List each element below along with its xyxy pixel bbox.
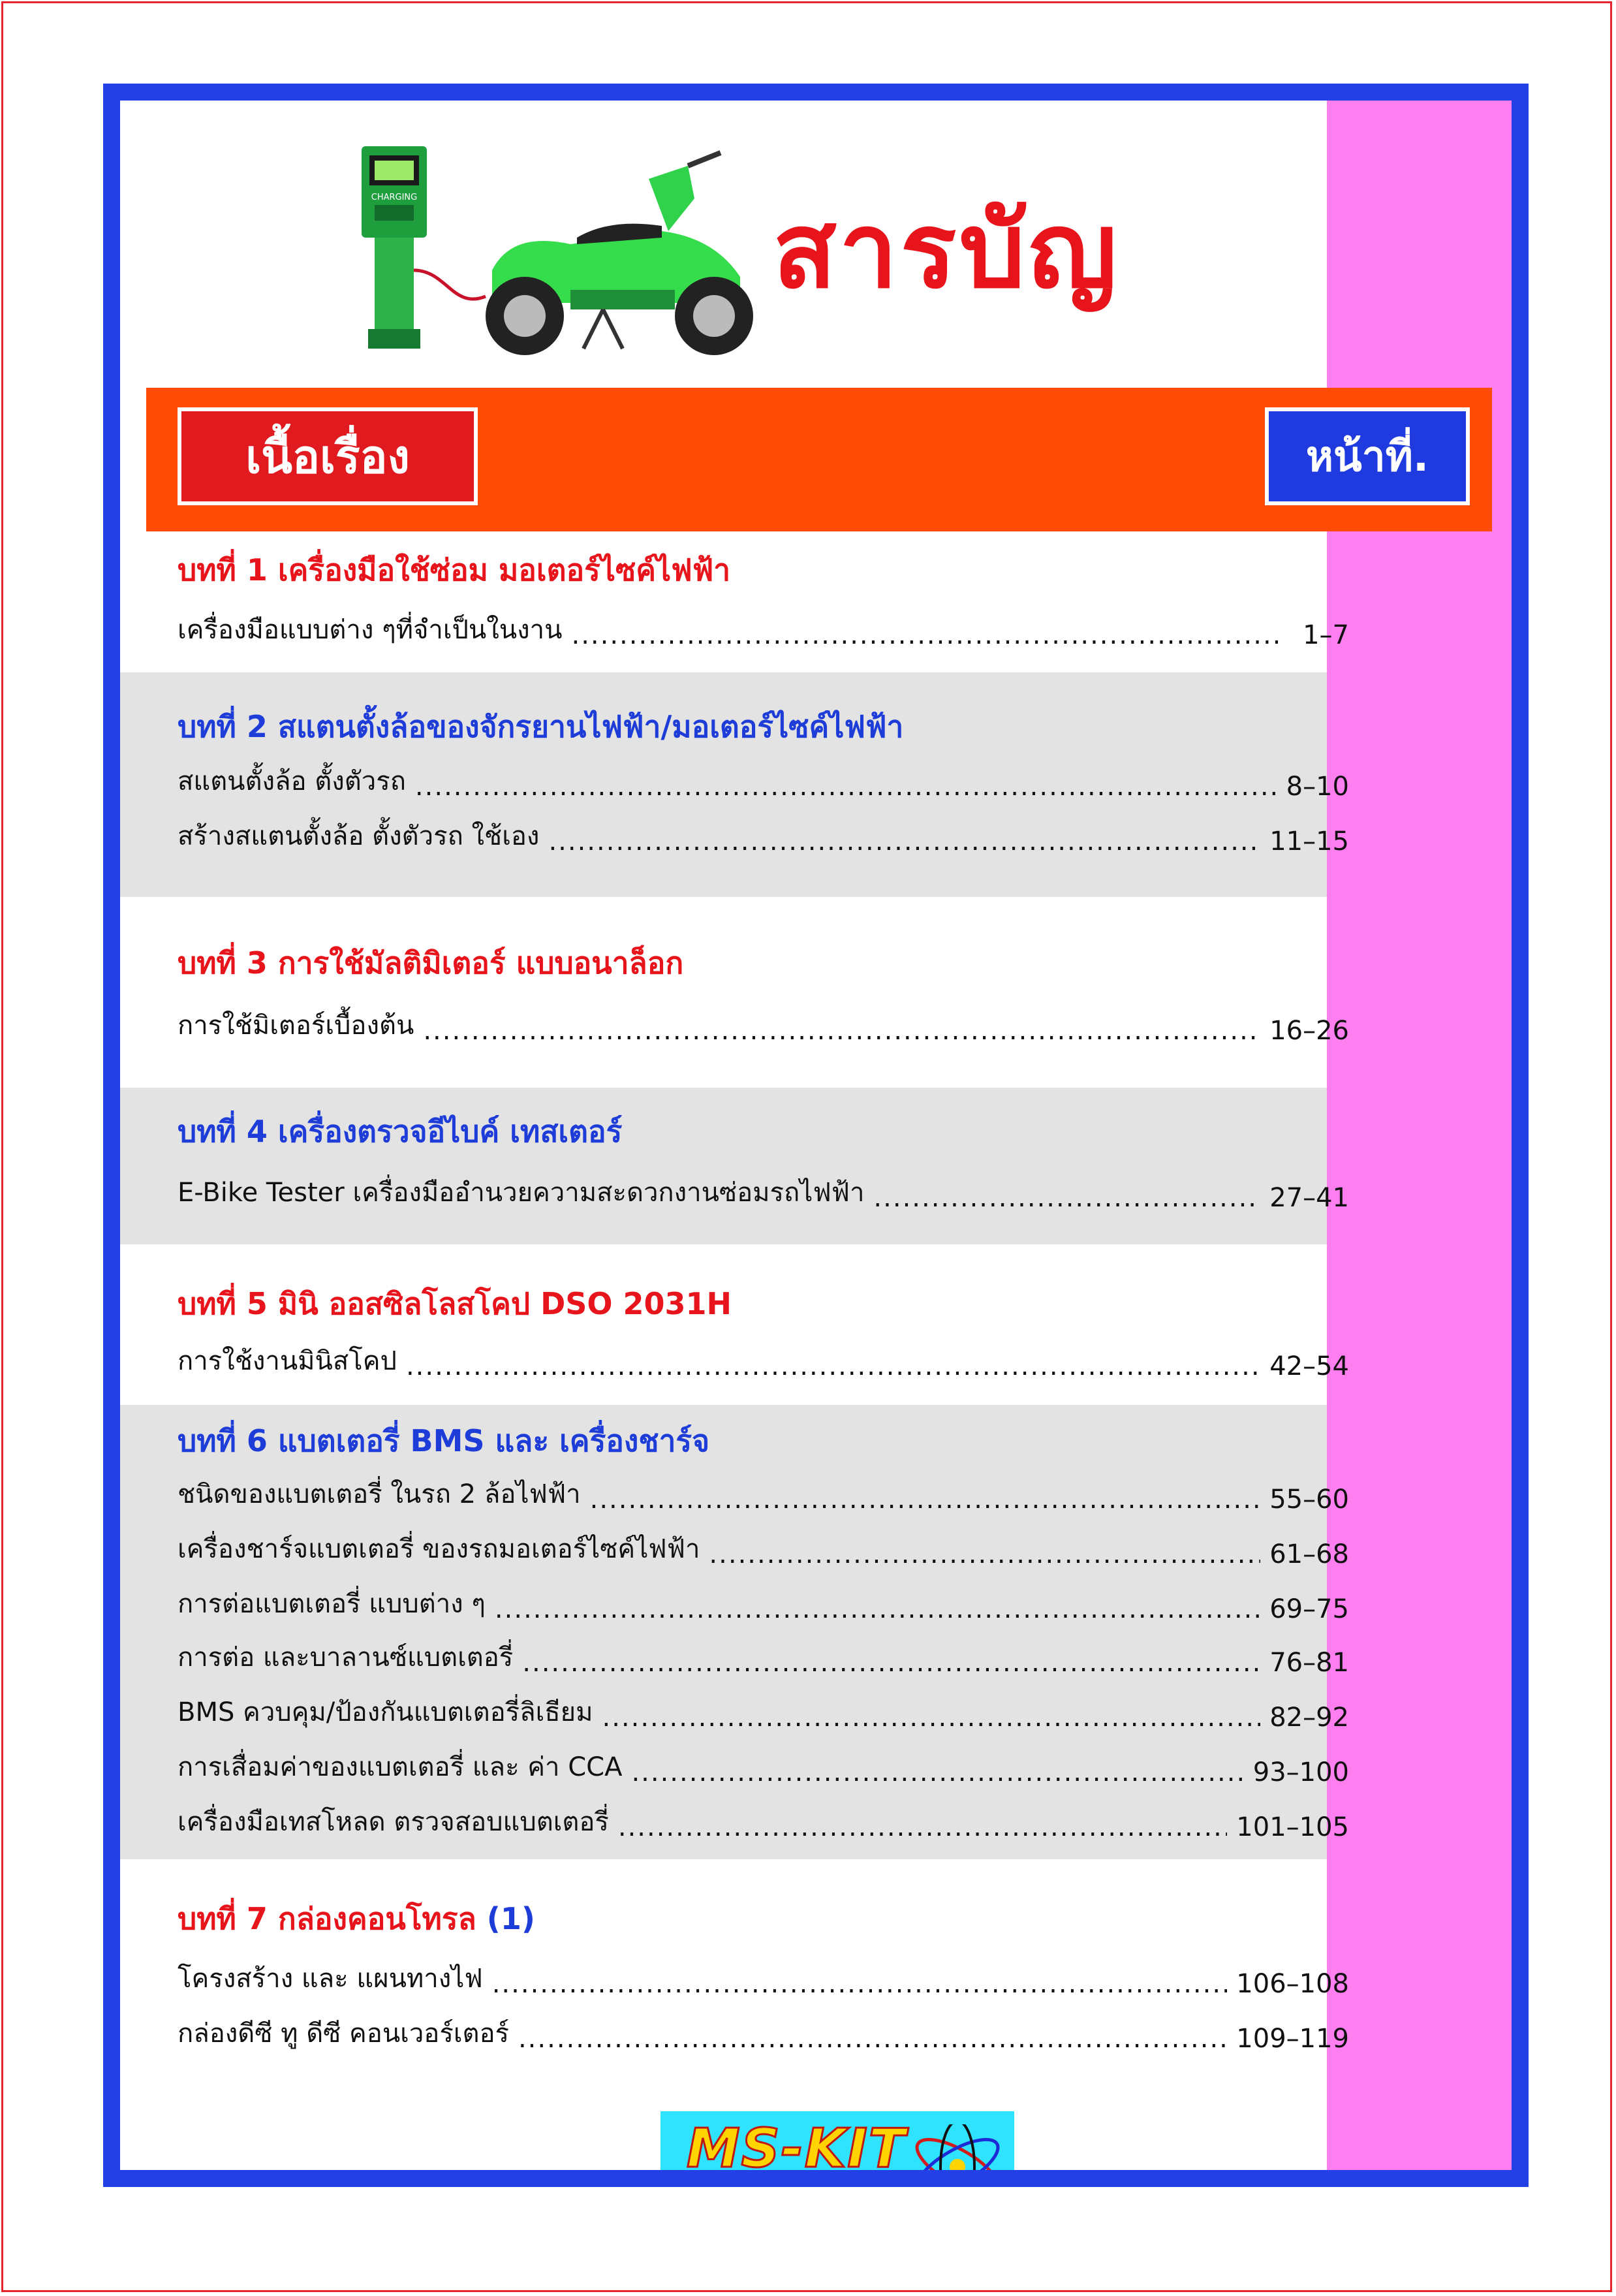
toc-entry[interactable] <box>178 1751 1349 1787</box>
toc-entry-page: 16–26 <box>1269 1016 1349 1046</box>
toc-entry[interactable] <box>178 1533 1349 1569</box>
toc-entry[interactable] <box>178 1345 1349 1381</box>
toc-entry-title: สแตนตั้งล้อ ตั้งตัวรถ <box>178 766 406 796</box>
chapter-4-band <box>120 1088 1327 1244</box>
toc-entry-page: 42–54 <box>1269 1351 1349 1381</box>
toc-entry-page: 55–60 <box>1269 1485 1349 1515</box>
toc-entry-page: 1–7 <box>1303 620 1349 650</box>
chapter-7-heading-suffix: (1) <box>486 1901 535 1936</box>
toc-entry-title: เครื่องชาร์จแบตเตอรี่ ของรถมอเตอร์ไซค์ไฟฟ้า <box>178 1534 700 1564</box>
page-column-label: หน้าที่. <box>1265 407 1470 505</box>
toc-leader-dots <box>518 2024 1227 2054</box>
chapter-2-heading: บทที่ 2 สแตนตั้งล้อของจักรยานไฟฟ้า/มอเตอร์ไซค์ไฟฟ้า <box>178 709 904 744</box>
toc-entry-title: โครงสร้าง และ แผนทางไฟ <box>178 1964 483 1994</box>
scooter-charging-illustration <box>296 140 818 381</box>
toc-leader-dots <box>571 620 1281 650</box>
toc-entry[interactable] <box>178 1009 1349 1046</box>
toc-entry-page: 93–100 <box>1252 1757 1349 1787</box>
toc-entry-title: ชนิดของแบตเตอรี่ ในรถ 2 ล้อไฟฟ้า <box>178 1479 581 1509</box>
toc-leader-dots <box>492 1969 1228 1999</box>
charging-label: CHARGING <box>371 193 418 202</box>
toc-leader-dots <box>631 1757 1243 1787</box>
toc-leader-dots <box>495 1594 1260 1624</box>
toc-entry[interactable] <box>178 2017 1349 2054</box>
toc-entry-title: การใช้งานมินิสโคป <box>178 1346 397 1376</box>
toc-entry-title: สร้างสแตนตั้งล้อ ตั้งตัวรถ ใช้เอง <box>178 821 540 851</box>
toc-entry[interactable] <box>178 1478 1349 1515</box>
chapter-3-heading: บทที่ 3 การใช้มัลติมิเตอร์ แบบอนาล็อก <box>178 945 684 981</box>
toc-leader-dots <box>590 1485 1261 1515</box>
toc-entry-page: 8–10 <box>1286 772 1349 802</box>
toc-entry-title: กล่องดีซี ทู ดีซี คอนเวอร์เตอร์ <box>178 2019 509 2049</box>
toc-entry-title: การใช้มิเตอร์เบื้องต้น <box>178 1011 414 1041</box>
toc-entry-page: 109–119 <box>1236 2024 1349 2054</box>
toc-entry-title: เครื่องมือเทสโหลด ตรวจสอบแบตเตอรี่ <box>178 1807 609 1837</box>
atom-icon <box>909 2124 1006 2187</box>
toc-entry-page: 61–68 <box>1269 1539 1349 1569</box>
toc-leader-dots <box>522 1648 1260 1678</box>
toc-entry-page: 82–92 <box>1269 1703 1349 1733</box>
toc-leader-dots <box>423 1016 1260 1046</box>
page-title: สารบัญ <box>773 189 1120 311</box>
chapter-7-heading <box>178 1901 535 1936</box>
chapter-5-heading: บทที่ 5 มินิ ออสซิลโลสโคป DSO 2031H <box>178 1286 732 1321</box>
toc-entry-page: 69–75 <box>1269 1594 1349 1624</box>
toc-entry[interactable] <box>178 1588 1349 1624</box>
toc-entry-title: E-Bike Tester เครื่องมืออำนวยความสะดวกงานซ่อมรถไฟฟ้า <box>178 1178 865 1208</box>
toc-leader-dots <box>548 826 1260 857</box>
toc-entry[interactable] <box>178 1962 1349 1999</box>
toc-entry[interactable] <box>178 614 1349 650</box>
toc-leader-dots <box>415 772 1277 802</box>
topic-column-label: เนื้อเรื่อง <box>178 407 478 505</box>
toc-entry[interactable] <box>178 820 1349 857</box>
chapter-4-heading: บทที่ 4 เครื่องตรวจอีไบค์ เทสเตอร์ <box>178 1114 623 1149</box>
toc-leader-dots <box>618 1812 1227 1842</box>
ms-kit-logo <box>660 2111 1014 2187</box>
toc-entry[interactable] <box>178 1176 1349 1213</box>
toc-leader-dots <box>873 1183 1260 1213</box>
toc-leader-dots <box>709 1539 1260 1569</box>
toc-entry-title: การต่อ และบาลานซ์แบตเตอรี่ <box>178 1643 514 1673</box>
toc-entry-page: 27–41 <box>1269 1183 1349 1213</box>
chapter-1-heading: บทที่ 1 เครื่องมือใช้ซ่อม มอเตอร์ไซค์ไฟฟ้า <box>178 552 731 588</box>
toc-leader-dots <box>602 1703 1260 1733</box>
chapter-7-heading-text: บทที่ 7 กล่องคอนโทรล <box>178 1901 476 1936</box>
toc-entry-page: 106–108 <box>1236 1969 1349 1999</box>
toc-entry[interactable] <box>178 1641 1349 1678</box>
logo-brand: MS-KIT <box>687 2118 907 2180</box>
toc-entry-title: เครื่องมือแบบต่าง ๆที่จำเป็นในงาน <box>178 615 563 645</box>
toc-leader-dots <box>406 1351 1260 1381</box>
toc-entry[interactable] <box>178 765 1349 802</box>
logo-url <box>698 2184 860 2187</box>
toc-entry-title: การต่อแบตเตอรี่ แบบต่าง ๆ <box>178 1589 486 1619</box>
toc-entry-title: BMS ควบคุม/ป้องกันแบตเตอรี่ลิเธียม <box>178 1697 593 1727</box>
toc-entry[interactable] <box>178 1806 1349 1842</box>
toc-entry-page: 101–105 <box>1236 1812 1349 1842</box>
toc-entry-page: 76–81 <box>1269 1648 1349 1678</box>
toc-entry-page: 11–15 <box>1269 826 1349 857</box>
toc-entry-title: การเสื่อมค่าของแบตเตอรี่ และ ค่า CCA <box>178 1752 623 1782</box>
toc-entry[interactable] <box>178 1696 1349 1733</box>
page-frame <box>103 84 1529 2187</box>
chapter-6-heading: บทที่ 6 แบตเตอรี่ BMS และ เครื่องชาร์จ <box>178 1423 710 1458</box>
